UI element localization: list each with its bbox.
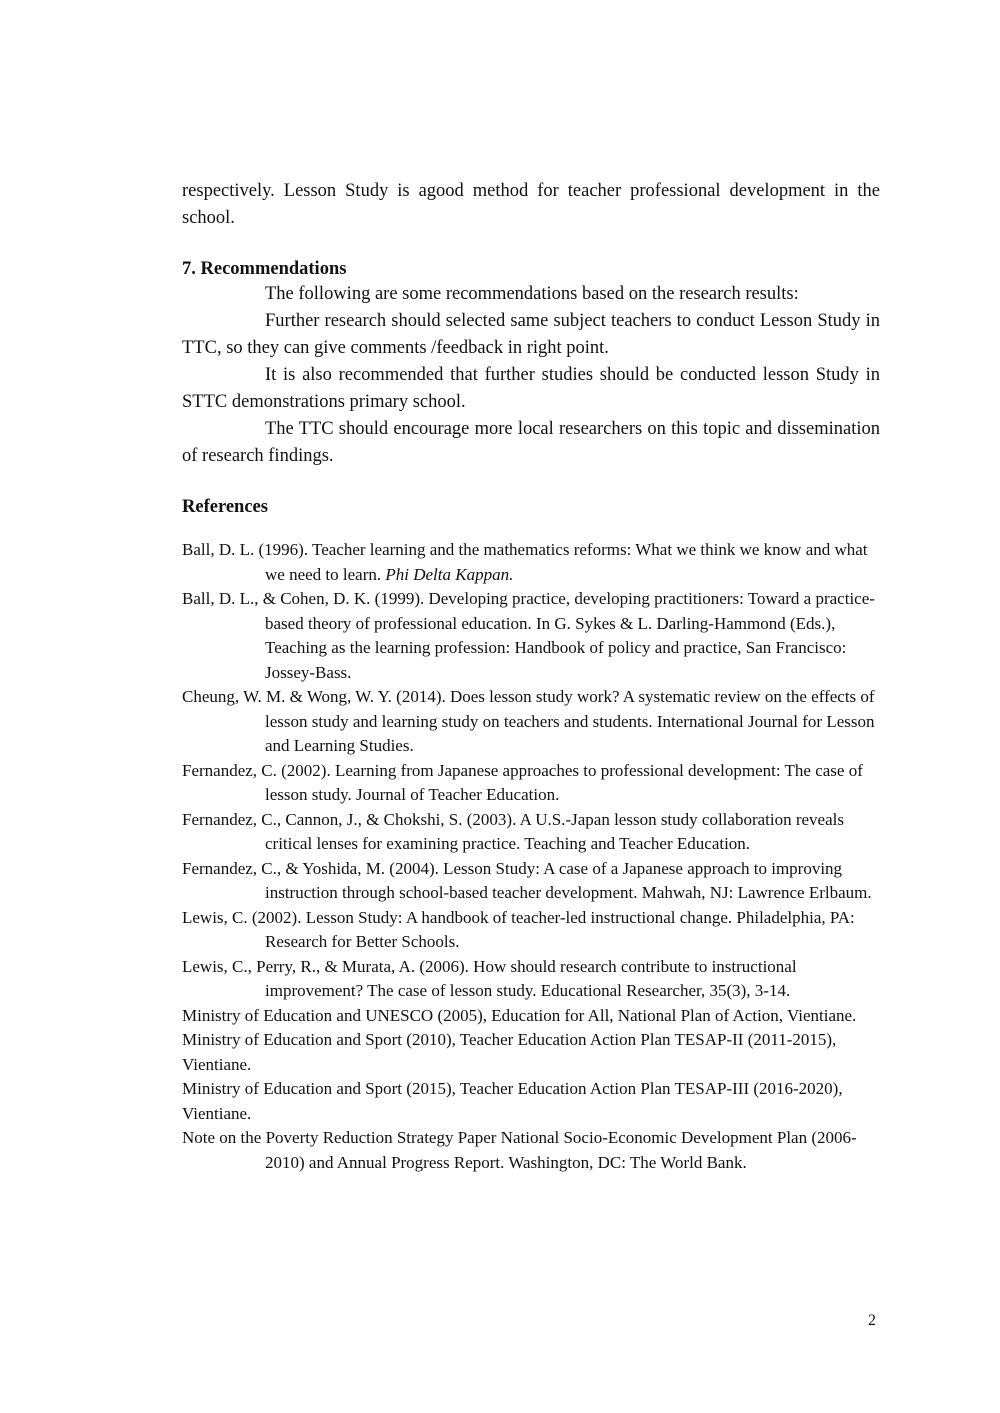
references-heading: References xyxy=(182,497,268,517)
reference-text: Fernandez, C., Cannon, J., & Chokshi, S. (2003). A U.S.-Japan lesson study collaboration reveals critical lenses for examining practice. Teaching and Teacher Education. xyxy=(182,809,844,853)
reference-journal: Phi Delta Kappan. xyxy=(385,564,514,584)
recommendation-paragraph-3: It is also recommended that further studies should be conducted lesson Study in STTC demonstrations primary school. xyxy=(182,365,880,412)
reference-text: Lewis, C. (2002). Lesson Study: A handbook of teacher-led instructional change. Philadelphia, PA: Research for Better Schools. xyxy=(182,907,855,951)
page-body xyxy=(182,178,880,1175)
reference-item xyxy=(182,857,880,906)
intro-paragraph: respectively. Lesson Study is agood method for teacher professional development in the school. xyxy=(182,181,880,228)
reference-text: Fernandez, C., & Yoshida, M. (2004). Lesson Study: A case of a Japanese approach to improving instruction through school-based teacher development. Mahwah, NJ: Lawrence Erlbaum. xyxy=(182,858,872,902)
reference-item xyxy=(182,538,880,587)
references-list xyxy=(182,538,880,1175)
reference-item xyxy=(182,906,880,955)
recommendations-heading: 7. Recommendations xyxy=(182,259,347,279)
reference-item xyxy=(182,1028,880,1077)
reference-text: Ball, D. L. (1996). Teacher learning and the mathematics reforms: What we think we know and what we need to learn. xyxy=(182,540,868,584)
recommendation-paragraph-4: The TTC should encourage more local researchers on this topic and dissemination of research findings. xyxy=(182,419,880,466)
reference-text: Ministry of Education and UNESCO (2005), Education for All, National Plan of Action, Vientiane. xyxy=(182,1005,857,1025)
reference-text: Cheung, W. M. & Wong, W. Y. (2014). Does lesson study work? A systematic review on the effects of lesson study and learning study on teachers and students. International Journal for Lesson and Learning Studies. xyxy=(182,687,875,755)
reference-text: Ministry of Education and Sport (2010), Teacher Education Action Plan TESAP-II (2011-2015), xyxy=(182,1030,837,1049)
reference-text: Note on the Poverty Reduction Strategy Paper National Socio-Economic Development Plan (2006-2010) and Annual Progress Report. Washington, DC: The World Bank. xyxy=(182,1128,857,1172)
recommendation-paragraph-1: The following are some recommendations based on the research results: xyxy=(265,284,799,304)
reference-text: Fernandez, C. (2002). Learning from Japanese approaches to professional development: The case of lesson study. Journal of Teacher Education. xyxy=(182,760,863,804)
reference-item xyxy=(182,1004,880,1029)
reference-item xyxy=(182,759,880,808)
recommendation-paragraph-2: Further research should selected same subject teachers to conduct Lesson Study in TTC, so they can give comments /feedback in right point. xyxy=(182,311,880,358)
reference-text: Lewis, C., Perry, R., & Murata, A. (2006). How should research contribute to instructional improvement? The case of lesson study. Educational Researcher, 35(3), 3-14. xyxy=(182,956,797,1000)
page-number: 2 xyxy=(868,1312,876,1329)
reference-item xyxy=(182,1126,880,1175)
reference-continuation: Vientiane. xyxy=(182,1103,252,1123)
reference-item xyxy=(182,685,880,759)
reference-text: Ministry of Education and Sport (2015), Teacher Education Action Plan TESAP-III (2016-2020), xyxy=(182,1079,843,1098)
reference-item xyxy=(182,587,880,685)
reference-continuation: Vientiane. xyxy=(182,1054,252,1074)
reference-item xyxy=(182,808,880,857)
reference-item xyxy=(182,1077,880,1126)
reference-text: Ball, D. L., & Cohen, D. K. (1999). Developing practice, developing practitioners: Toward a practice-based theory of professional education. In G. Sykes & L. Darling-Hammond (Eds.), Teaching as the learning profession: Handbook of policy and practice, San Francisco: Jossey-Bass. xyxy=(182,589,875,682)
reference-item xyxy=(182,955,880,1004)
